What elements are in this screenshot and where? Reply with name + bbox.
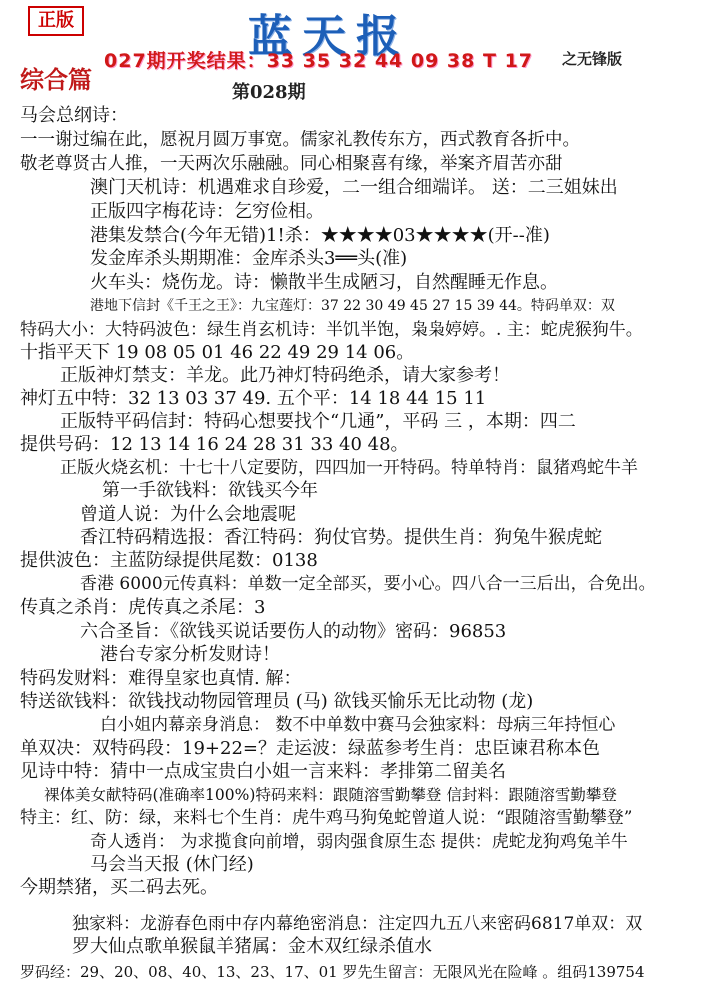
text-line: 正版火烧玄机：十七十八定要防，四四加一开特码。特单特肖：鼠猪鸡蛇牛羊 (60, 458, 638, 478)
edition-stamp: 正版 (28, 6, 84, 36)
text-line: 第一手欲钱料：欲钱买今年 (102, 480, 318, 501)
text-line: 传真之杀肖：虎传真之杀尾：3 (20, 597, 266, 618)
edition-label: 之无锋版 (562, 50, 623, 68)
text-line: 一一谢过编在此，愿祝月圆万事宽。儒家礼教传东方，西式教育各折中。 (20, 130, 580, 150)
text-line: 见诗中特：猜中一点成宝贵白小姐一言来料：孝排第二留美名 (20, 761, 506, 782)
text-line: 正版四字梅花诗：乞穷俭相。 (90, 201, 324, 222)
issue-number: 第028期 (232, 82, 306, 103)
text-line: 单双决：双特码段：19+22=？走运波：绿蓝参考生肖：忠臣谏君称本色 (20, 738, 600, 759)
text-line: 正版特平码信封：特码心想要找个“几通”，平码 三 ，本期：四二 (60, 411, 576, 432)
text-line: 马会当天报 (休门经) (90, 854, 254, 875)
text-line: 白小姐内幕亲身消息： 数不中单数中赛马会独家料：母病三年持恒心 (100, 715, 616, 735)
text-line: 裸体美女献特码(准确率100%)特码来料：跟随溶雪勤攀登 信封料：跟随溶雪勤攀登 (44, 786, 617, 804)
text-line: 特主：红、防：绿，来料七个生肖：虎牛鸡马狗兔蛇曾道人说：“跟随溶雪勤攀登” (20, 808, 633, 828)
text-line: 港地下信封《千王之王》：九宝莲灯：37 22 30 49 45 27 15 39 44。特码单双：双 (90, 298, 615, 314)
text-line: 奇人透肖： 为求揽食向前增，弱肉强食原生态 提供：虎蛇龙狗鸡兔羊牛 (90, 832, 628, 852)
text-line: 正版神灯禁支：羊龙。此乃神灯特码绝杀，请大家参考！ (60, 365, 510, 386)
text-line: 发金库杀头期期准：金库杀头3══头(准) (90, 248, 408, 269)
text-line: 特码大小：大特码波色：绿生肖玄机诗：半饥半饱，枭枭婷婷。. 主：蛇虎猴狗牛。 (20, 320, 643, 340)
previous-result: 027期开奖结果：33 35 32 44 09 38 T 17 (104, 50, 534, 72)
text-line: 港台专家分析发财诗！ (100, 644, 280, 665)
text-line: 香江特码精选报：香江特码：狗仗官势。提供生肖：狗兔牛猴虎蛇 (80, 527, 602, 548)
text-line: 澳门天机诗：机遇难求自珍爱，二一组合细端详。 送：二三姐妹出 (90, 177, 618, 198)
text-line: 提供号码：12 13 14 16 24 28 31 33 40 48。 (20, 434, 409, 455)
text-line: 马会总纲诗： (20, 105, 128, 126)
text-line: 罗码经：29、20、08、40、13、23、17、01 罗先生留言：无限风光在险峰 。组码139754 (20, 963, 645, 981)
newspaper-title: 蓝天报 (248, 11, 410, 62)
text-line: 港集发禁合(今年无错)1!杀：★★★★03★★★★(开--准) (90, 225, 550, 246)
text-line: 火车头：烧伤龙。诗：懒散半生成陋习，自然醒睡无作息。 (90, 272, 558, 293)
text-line: 独家料：龙游春色雨中存内幕绝密消息：注定四九五八来密码6817单双：双 (72, 914, 643, 934)
text-line: 特送欲钱料：欲钱找动物园管理员 (马) 欲钱买愉乐无比动物 (龙) (20, 691, 534, 712)
text-line: 香港 6000元传真料：单数一定全部买，要小心。四八合一三后出，合免出。 (80, 574, 656, 594)
text-line: 六合圣旨：《欲钱买说话要伤人的动物》密码：96853 (80, 621, 507, 642)
text-line: 特码发财料：难得皇家也真情. 解： (20, 668, 302, 689)
text-line: 提供波色：主蓝防绿提供尾数：0138 (20, 550, 318, 571)
text-line: 敬老尊贤古人推，一天两次乐融融。同心相聚喜有缘，举案齐眉苦亦甜 (20, 154, 563, 174)
text-line: 神灯五中特：32 13 03 37 49. 五个平：14 18 44 15 11 (20, 388, 487, 409)
text-line: 罗大仙点歌单猴鼠羊猪属：金木双红绿杀值水 (72, 936, 432, 957)
text-line: 十指平天下 19 08 05 01 46 22 49 29 14 06。 (20, 342, 415, 363)
section-title: 综合篇 (20, 65, 92, 94)
text-line: 曾道人说：为什么会地震呢 (80, 504, 296, 525)
text-line: 今期禁猪，买二码去死。 (20, 877, 218, 898)
